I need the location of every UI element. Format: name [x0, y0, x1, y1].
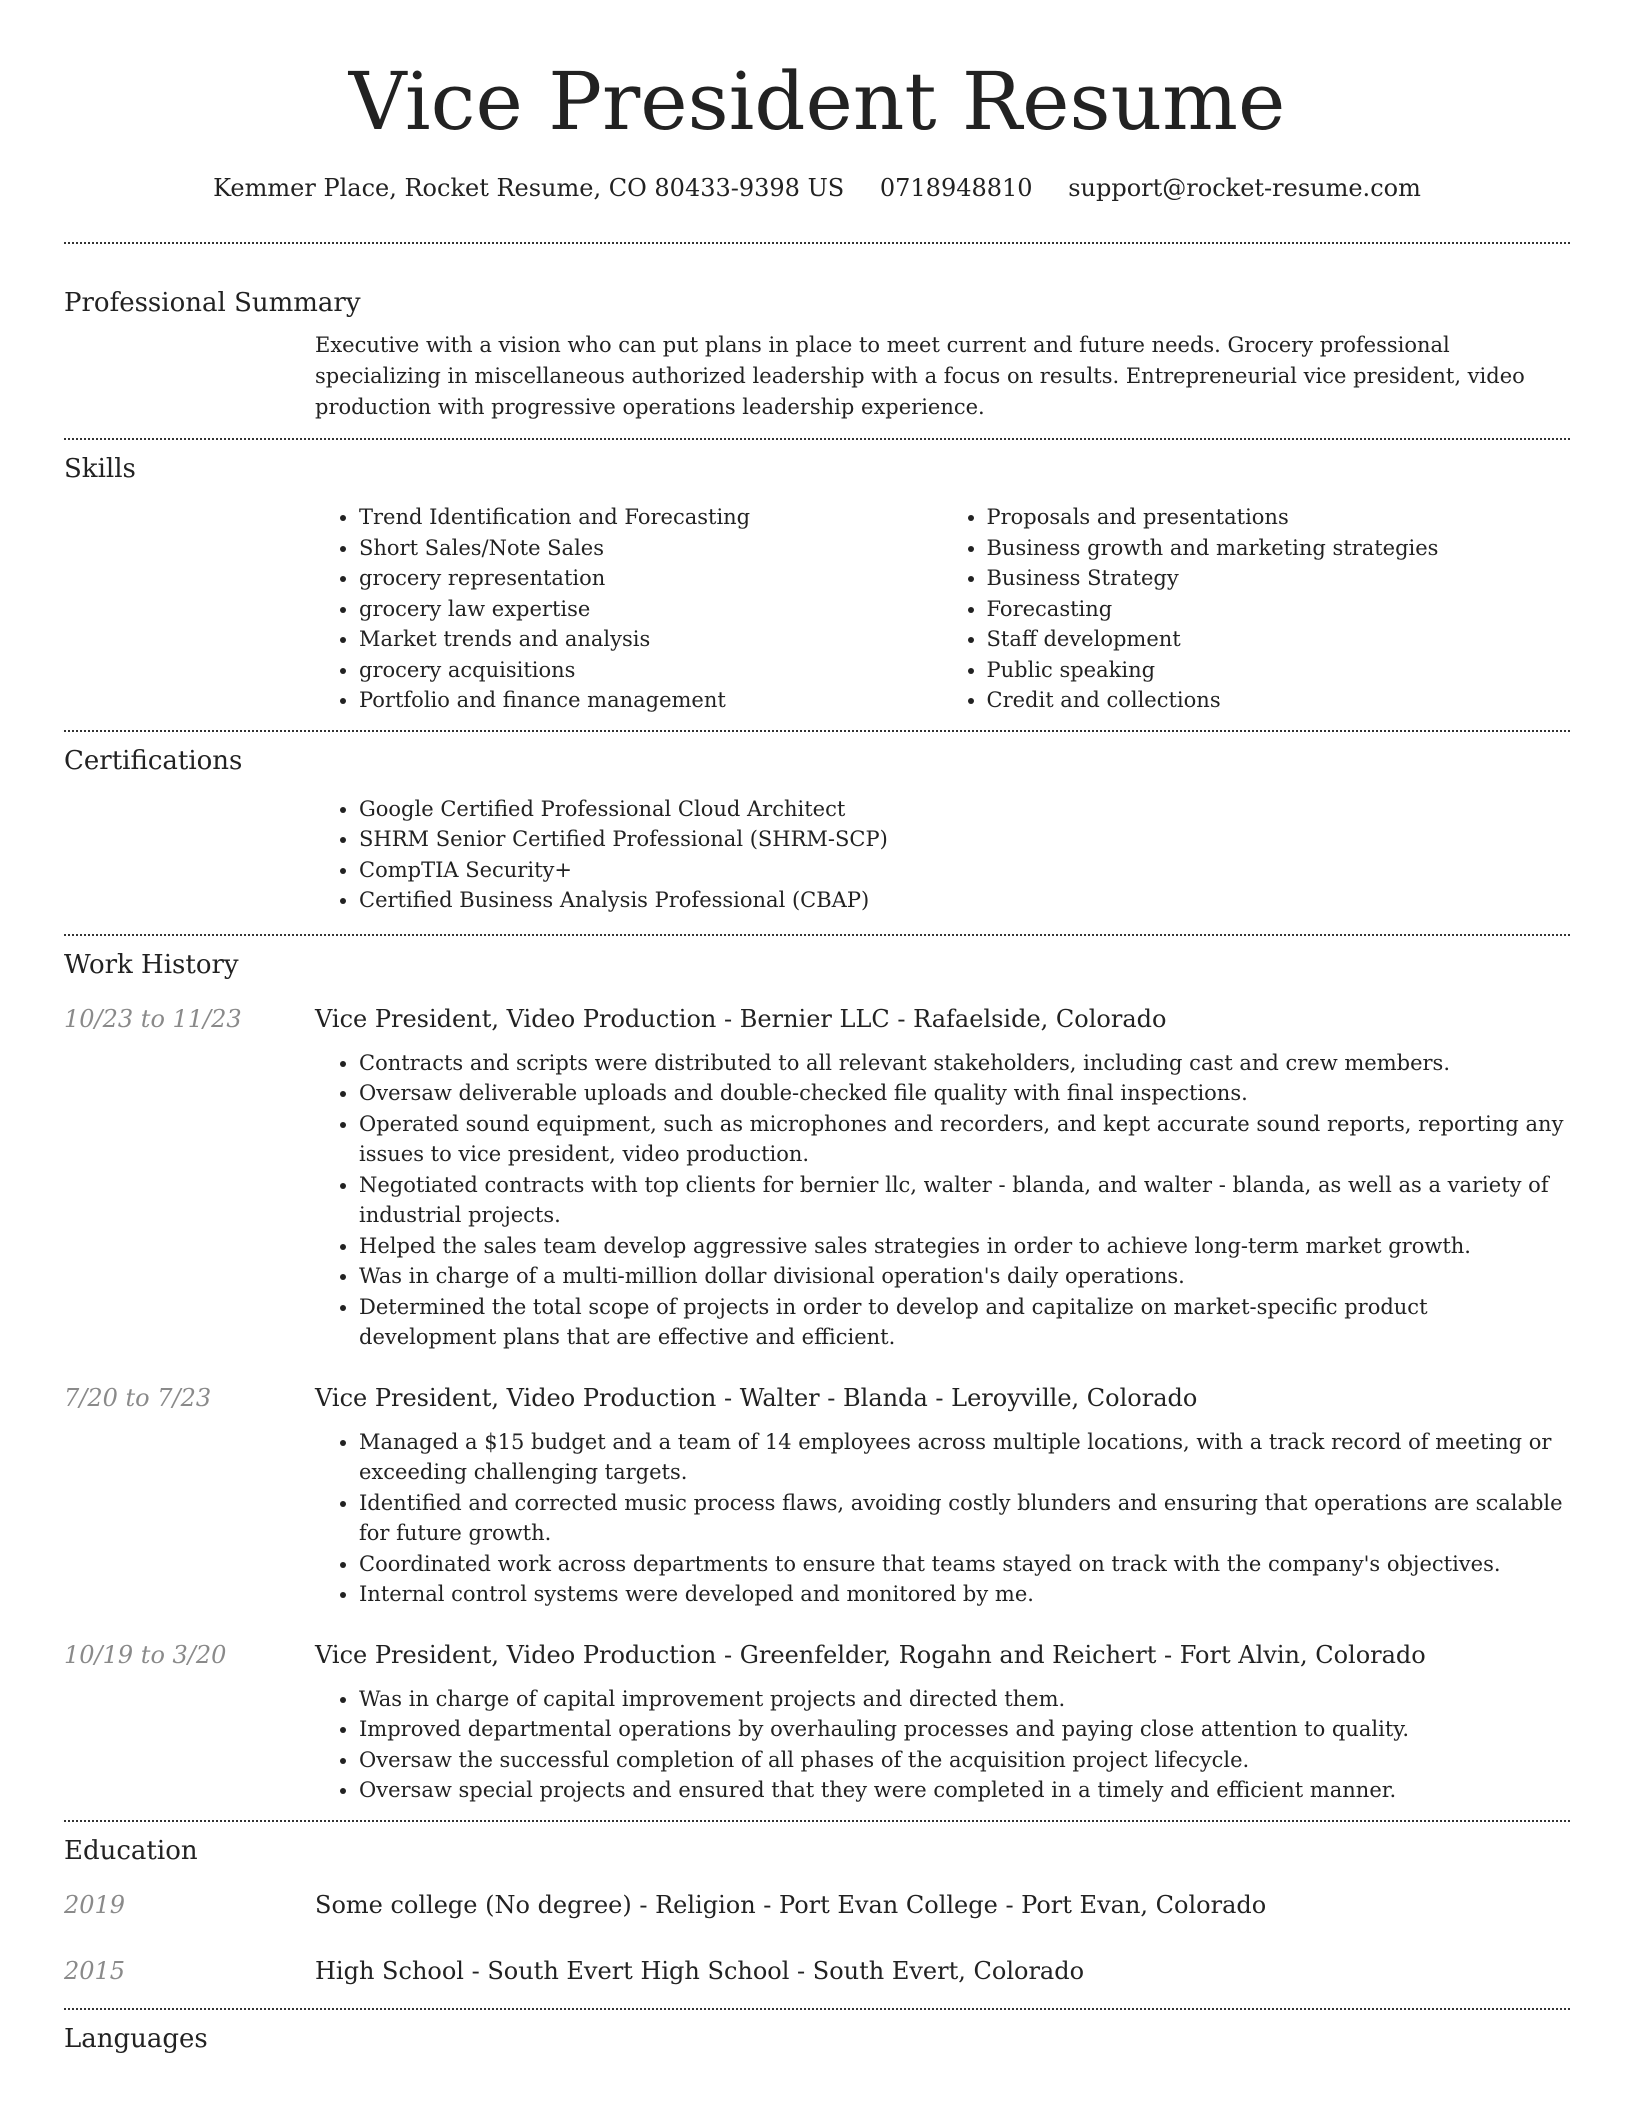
address: Kemmer Place, Rocket Resume, CO 80433-9398 US: [213, 174, 845, 202]
certification-item: • Certified Business Analysis Professional (CBAP): [359, 885, 1570, 916]
job-dates: 10/23 to 11/23: [64, 1004, 242, 1033]
job-title: Vice President, Video Production - Greenfelder, Rogahn and Reichert - Fort Alvin, Colorado: [315, 1640, 1426, 1669]
job-bullet: • Negotiated contracts with top clients for bernier llc, walter - blanda, and walter - blanda, as well as a variety of industrial projects.: [359, 1170, 1570, 1231]
job-entry: [64, 1638, 1570, 1806]
page-title: Vice President Resume: [348, 55, 1286, 148]
job-bullet: • Determined the total scope of projects in order to develop and capitalize on market-specific product development plans that are effective and efficient.: [359, 1292, 1570, 1353]
section-heading-education: Education: [64, 1835, 198, 1866]
job-bullet: • Was in charge of a multi-million dollar divisional operation's daily operations.: [359, 1261, 1570, 1292]
skills-list-right: [943, 502, 1571, 716]
skill-item: • Staff development: [987, 624, 1571, 655]
job-entry: [64, 1002, 1570, 1353]
divider: [64, 242, 1570, 244]
job-bullet: • Managed a $15 budget and a team of 14 employees across multiple locations, with a track record of meeting or exceeding challenging targets.: [359, 1427, 1570, 1488]
skill-item: • Portfolio and finance management: [359, 685, 943, 716]
education-block: [64, 1888, 1570, 1988]
skill-item: • Short Sales/Note Sales: [359, 533, 943, 564]
summary-block: [315, 330, 1570, 423]
job-bullets: [315, 1048, 1570, 1353]
job-title: Vice President, Video Production - Bernier LLC - Rafaelside, Colorado: [315, 1004, 1167, 1033]
education-entry: [64, 1954, 1570, 1988]
contact-line: [64, 172, 1570, 204]
certification-item: • CompTIA Security+: [359, 855, 1570, 886]
job-title: Vice President, Video Production - Walter - Blanda - Leroyville, Colorado: [315, 1383, 1198, 1412]
divider: [64, 2008, 1570, 2010]
skill-item: • Trend Identification and Forecasting: [359, 502, 943, 533]
skill-item: • Market trends and analysis: [359, 624, 943, 655]
section-heading-work-history: Work History: [64, 949, 239, 980]
divider: [64, 438, 1570, 440]
job-details: [315, 1002, 1570, 1353]
job-bullet: • Improved departmental operations by overhauling processes and paying close attention to quality.: [359, 1714, 1570, 1745]
job-bullets: [315, 1427, 1570, 1610]
skill-item: • Business growth and marketing strategies: [987, 533, 1571, 564]
skill-item: • grocery acquisitions: [359, 655, 943, 686]
education-details: High School - South Evert High School - South Evert, Colorado: [315, 1956, 1085, 1985]
job-bullet: • Oversaw the successful completion of all phases of the acquisition project lifecycle.: [359, 1745, 1570, 1776]
job-bullet: • Operated sound equipment, such as microphones and recorders, and kept accurate sound reports, reporting any issues to vice president, video production.: [359, 1109, 1570, 1170]
certifications-block: [315, 794, 1570, 916]
resume-page: [64, 0, 1570, 2056]
job-bullet: • Oversaw special projects and ensured that they were completed in a timely and efficient manner.: [359, 1775, 1570, 1806]
section-heading-certifications: Certifications: [64, 745, 243, 776]
divider: [64, 934, 1570, 936]
education-year: 2019: [64, 1890, 126, 1919]
skills-list-left: [315, 502, 943, 716]
education-entry: [64, 1888, 1570, 1922]
job-dates: 7/20 to 7/23: [64, 1383, 212, 1412]
education-year: 2015: [64, 1956, 126, 1985]
job-details: [315, 1381, 1570, 1610]
work-history-block: [64, 1002, 1570, 1806]
skill-item: • grocery representation: [359, 563, 943, 594]
skill-item: • grocery law expertise: [359, 594, 943, 625]
phone: 0718948810: [879, 174, 1033, 202]
skill-item: • Public speaking: [987, 655, 1571, 686]
email[interactable]: support@rocket-resume.com: [1068, 174, 1421, 202]
job-entry: [64, 1381, 1570, 1610]
certification-item: • SHRM Senior Certified Professional (SHRM-SCP): [359, 824, 1570, 855]
skill-item: • Forecasting: [987, 594, 1571, 625]
skill-item: • Proposals and presentations: [987, 502, 1571, 533]
job-bullet: • Identified and corrected music process flaws, avoiding costly blunders and ensuring that operations are scalable for future growth.: [359, 1488, 1570, 1549]
certifications-list: [315, 794, 1570, 916]
job-bullet: • Internal control systems were developed and monitored by me.: [359, 1579, 1570, 1610]
job-bullet: • Was in charge of capital improvement projects and directed them.: [359, 1684, 1570, 1715]
job-bullets: [315, 1684, 1570, 1806]
divider: [64, 730, 1570, 732]
certification-item: • Google Certified Professional Cloud Architect: [359, 794, 1570, 825]
skills-block: [315, 502, 1570, 716]
job-dates: 10/19 to 3/20: [64, 1640, 227, 1669]
job-bullet: • Oversaw deliverable uploads and double-checked file quality with final inspections.: [359, 1078, 1570, 1109]
section-heading-languages: Languages: [64, 2023, 208, 2054]
section-heading-summary: Professional Summary: [64, 288, 361, 318]
skill-item: • Credit and collections: [987, 685, 1571, 716]
section-heading-skills: Skills: [64, 454, 136, 484]
job-bullet: • Coordinated work across departments to ensure that teams stayed on track with the company's objectives.: [359, 1549, 1570, 1580]
skill-item: • Business Strategy: [987, 563, 1571, 594]
divider: [64, 1820, 1570, 1822]
summary-text: Executive with a vision who can put plans in place to meet current and future needs. Grocery professional specializing in miscellaneous authorized leadership with a focus on results. Entrepreneurial vice president, video production with progressive operations leadership experience.: [315, 333, 1525, 419]
job-bullet: • Helped the sales team develop aggressive sales strategies in order to achieve long-term market growth.: [359, 1231, 1570, 1262]
job-details: [315, 1638, 1570, 1806]
job-bullet: • Contracts and scripts were distributed to all relevant stakeholders, including cast and crew members.: [359, 1048, 1570, 1079]
education-details: Some college (No degree) - Religion - Port Evan College - Port Evan, Colorado: [315, 1890, 1267, 1919]
